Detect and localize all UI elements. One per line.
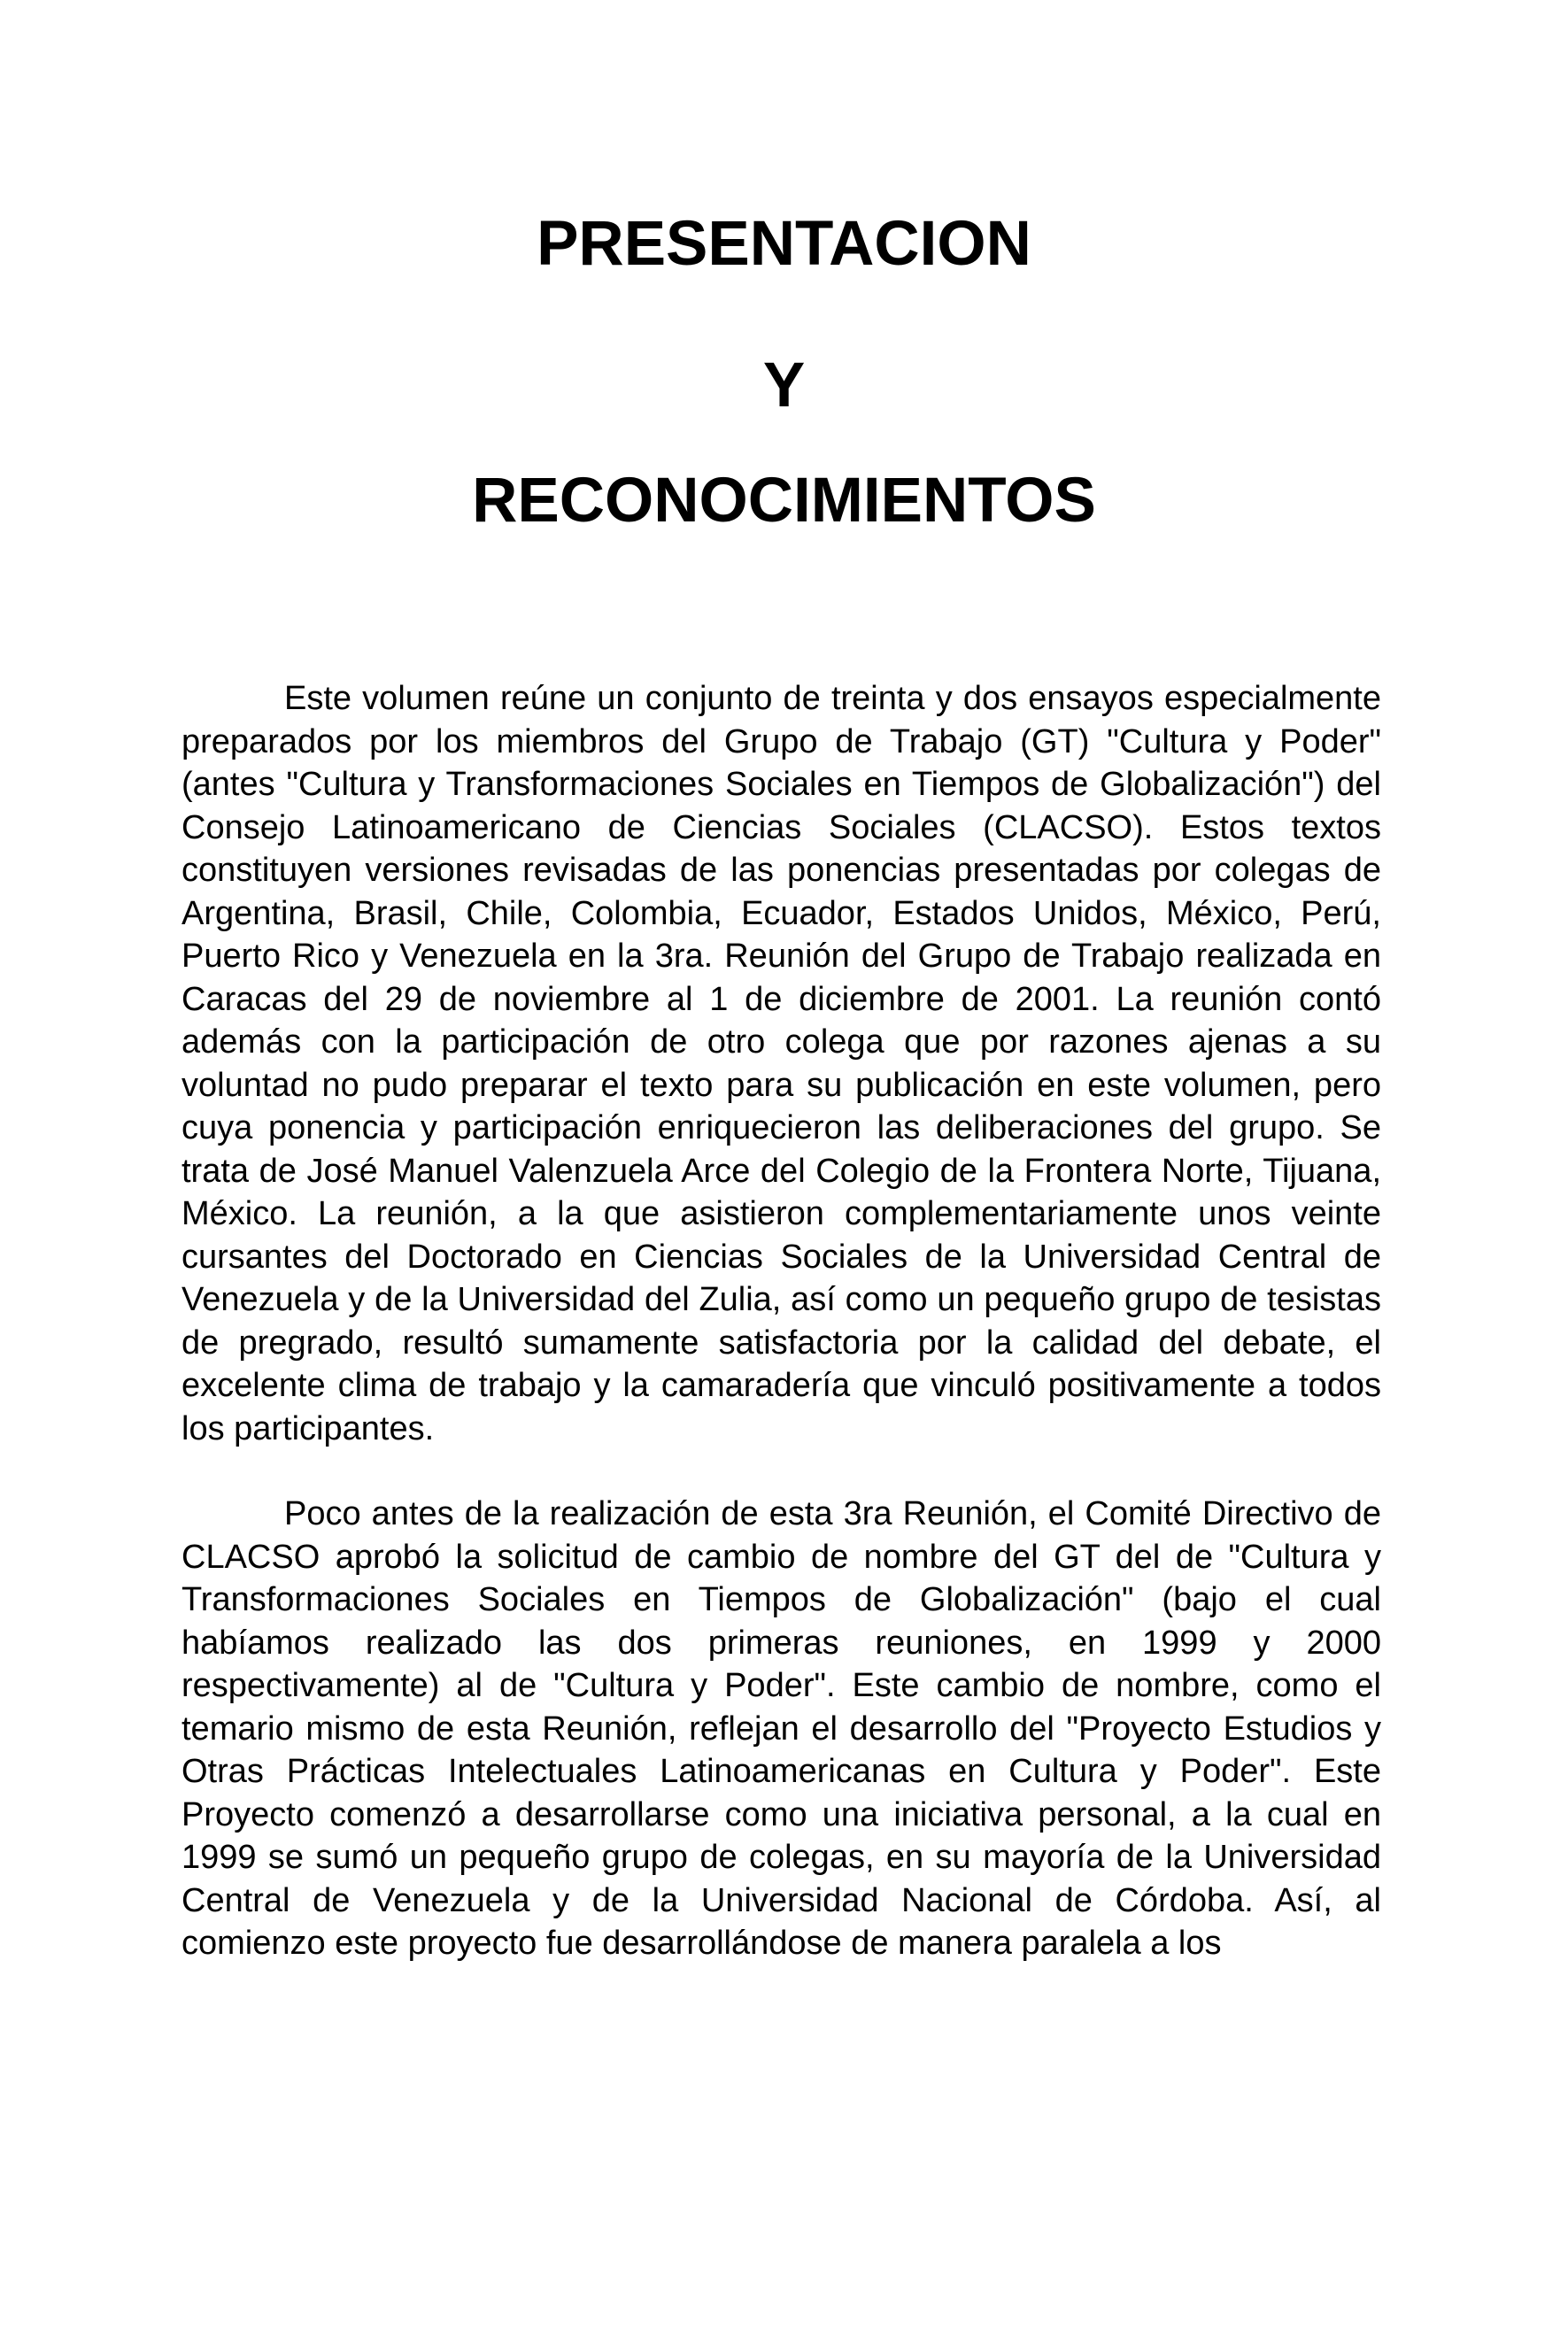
title-line-2: Y <box>762 351 806 421</box>
paragraph-1: Este volumen reúne un conjunto de treinta y dos ensayos especialmente preparados por los miembros del Grupo de Trabajo (GT) "Cultura y Poder" (antes "Cultura y Transformaciones Sociales en Tiempos de Globalización") del Consejo Latinoamericano de Ciencias Sociales (CLACSO). Estos textos constituyen versiones revisadas de las ponencias presentadas por colegas de Argentina, Brasil, Chile, Colombia, Ecuador, Estados Unidos, México, Perú, Puerto Rico y Venezuela en la 3ra. Reunión del Grupo de Trabajo realizada en Caracas del 29 de noviembre al 1 de diciembre de 2001. La reunión contó además con la participación de otro colega que por razones ajenas a su voluntad no pudo preparar el texto para su publicación en este volumen, pero cuya ponencia y participación enriquecieron las deliberaciones del grupo. Se trata de José Manuel Valenzuela Arce del Colegio de la Frontera Norte, Tijuana, México. La reunión, a la que asistieron complementariamente unos veinte cursantes del Doctorado en Ciencias Sociales de la Universidad Central de Venezuela y de la Universidad del Zulia, así como un pequeño grupo de tesistas de pregrado, resultó sumamente satisfactoria por la calidad del debate, el excelente clima de trabajo y la camaradería que vinculó positivamente a todos los participantes. <box>182 680 1381 1447</box>
body-text <box>182 677 1381 1965</box>
title-line-3: RECONOCIMIENTOS <box>472 466 1096 536</box>
title-line-1: PRESENTACION <box>537 209 1031 279</box>
paragraph-2: Poco antes de la realización de esta 3ra Reunión, el Comité Directivo de CLACSO aprobó la solicitud de cambio de nombre del GT del de "Cultura y Transformaciones Sociales en Tiempos de Globalización" (bajo el cual habíamos realizado las dos primeras reuniones, en 1999 y 2000 respectivamente) al de "Cultura y Poder". Este cambio de nombre, como el temario mismo de esta Reunión, reflejan el desarrollo del "Proyecto Estudios y Otras Prácticas Intelectuales Latinoamericanas en Cultura y Poder". Este Proyecto comenzó a desarrollarse como una iniciativa personal, a la cual en 1999 se sumó un pequeño grupo de colegas, en su mayoría de la Universidad Central de Venezuela y de la Universidad Nacional de Córdoba. Así, al comienzo este proyecto fue desarrollándose de manera paralela a los <box>182 1495 1381 1962</box>
